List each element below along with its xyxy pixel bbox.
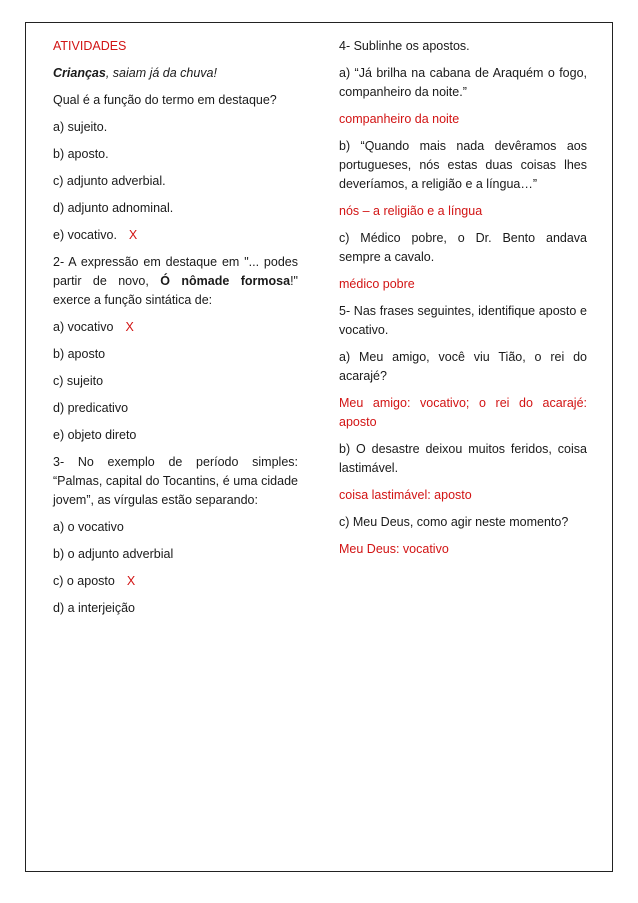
q2-text-start: 2- A expressão em destaque em "... podes partir de novo, — [53, 255, 298, 288]
q2-option-a: a) vocativo — [53, 320, 114, 334]
q2-highlighted-term: Ó nômade formosa — [160, 274, 291, 288]
q4-item-c: c) Médico pobre, o Dr. Bento andava sempre a cavalo. — [339, 231, 587, 264]
q5-item-c: c) Meu Deus, como agir neste momento? — [339, 515, 569, 529]
q1-answer-mark: X — [128, 228, 138, 242]
q4-answer-b: nós – a religião e a língua — [339, 204, 483, 218]
q5-answer-a: Meu amigo: vocativo; o rei do acarajé: aposto — [339, 396, 587, 429]
q5-item-a: a) Meu amigo, você viu Tião, o rei do acarajé? — [339, 350, 587, 383]
q3-option-c-row — [53, 572, 298, 591]
q1-option-c: c) adjunto adverbial. — [53, 174, 166, 188]
q1-sentence — [53, 64, 298, 83]
q1-option-b: b) aposto. — [53, 147, 109, 161]
q2-option-d: d) predicativo — [53, 401, 129, 415]
q4-title: 4- Sublinhe os apostos. — [339, 39, 470, 53]
q3-option-c: c) o aposto — [53, 574, 115, 588]
q5-item-b: b) O desastre deixou muitos feridos, coisa lastimável. — [339, 442, 587, 475]
q2-question — [53, 253, 298, 310]
q2-option-c: c) sujeito — [53, 374, 104, 388]
worksheet-heading: ATIVIDADES — [53, 39, 127, 53]
right-column — [339, 37, 587, 567]
q1-highlighted-term: Crianças — [53, 66, 106, 80]
q1-option-e: e) vocativo. — [53, 228, 117, 242]
q1-question: Qual é a função do termo em destaque? — [53, 93, 277, 107]
q3-option-a: a) o vocativo — [53, 520, 124, 534]
q3-option-b: b) o adjunto adverbial — [53, 547, 174, 561]
q1-option-d: d) adjunto adnominal. — [53, 201, 174, 215]
q4-item-b: b) “Quando mais nada devêramos aos portugueses, nós estas duas coisas lhes deveríamos, a religião e a língua…” — [339, 139, 587, 191]
q5-answer-c: Meu Deus: vocativo — [339, 542, 449, 556]
q2-text-end: !" exerce a função sintática de: — [53, 274, 298, 307]
q4-answer-a: companheiro da noite — [339, 112, 460, 126]
q1-sentence-rest: , saiam já da chuva! — [105, 66, 217, 80]
q5-title: 5- Nas frases seguintes, identifique aposto e vocativo. — [339, 304, 587, 337]
q3-question: 3- No exemplo de período simples: “Palmas, capital do Tocantins, é uma cidade jovem”, as vírgulas estão separando: — [53, 455, 298, 507]
q4-answer-c: médico pobre — [339, 277, 415, 291]
q2-option-a-row — [53, 318, 298, 337]
q1-option-e-row — [53, 226, 298, 245]
q5-answer-b: coisa lastimável: aposto — [339, 488, 472, 502]
q2-option-b: b) aposto — [53, 347, 106, 361]
q3-answer-mark: X — [126, 574, 136, 588]
q1-option-a: a) sujeito. — [53, 120, 108, 134]
q4-item-a: a) “Já brilha na cabana de Araquém o fogo, companheiro da noite.” — [339, 66, 587, 99]
q3-option-d: d) a interjeição — [53, 601, 135, 615]
q2-answer-mark: X — [125, 320, 134, 334]
left-column — [53, 37, 298, 626]
q2-option-e: e) objeto direto — [53, 428, 137, 442]
